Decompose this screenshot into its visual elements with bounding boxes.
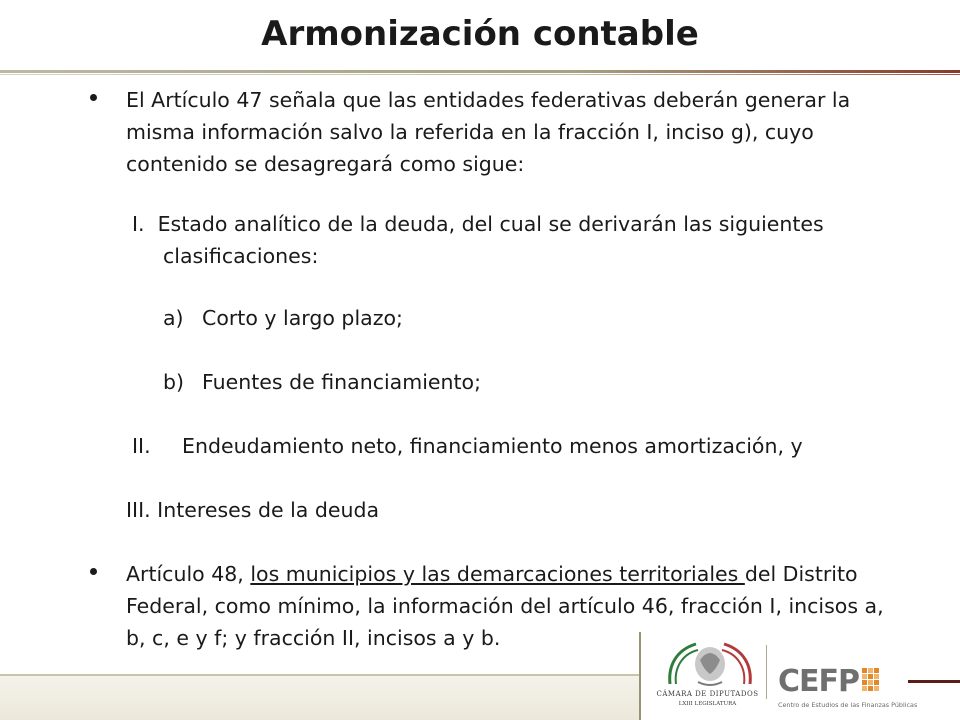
cefp-logo-text: CEFP (778, 664, 859, 699)
footer-rule (0, 674, 640, 676)
bullet2-prefix: Artículo 48, (126, 562, 251, 586)
sub-b-marker: b) (163, 370, 185, 394)
cefp-full-name: Centro de Estudios de las Finanzas Públicas (778, 701, 918, 709)
cefp-grid-icon (862, 668, 880, 696)
item2-text: Endeudamiento neto, financiamiento menos amortización, y (182, 434, 803, 458)
item3-text: III. Intereses de la deuda (126, 498, 380, 522)
item1-line2: clasificaciones: (163, 244, 319, 268)
title-rule-shadow (0, 74, 960, 75)
footer-band (0, 675, 640, 720)
bullet2-line3: b, c, e y f; y fracción II, incisos a y b. (126, 626, 501, 650)
bullet2-line2: Federal, como mínimo, la información del artículo 46, fracción I, incisos a, (126, 594, 884, 618)
bullet1-line2: misma información salvo la referida en la fracción I, inciso g), cuyo (126, 120, 814, 144)
bullet1-line1: El Artículo 47 señala que las entidades federativas deberán generar la (126, 88, 851, 112)
footer-accent-rule (908, 680, 960, 683)
title-rule (0, 70, 960, 73)
logo-separator (766, 645, 767, 699)
bullet2-underlined: los municipios y las demarcaciones territoriales (250, 562, 745, 586)
bullet1-line3: contenido se desagregará como sigue: (126, 152, 525, 176)
item1-line1: I. Estado analítico de la deuda, del cual se derivarán las siguientes (132, 212, 824, 236)
camara-label: CÁMARA DE DIPUTADOS (656, 690, 759, 698)
sub-a-text: Corto y largo plazo; (202, 306, 403, 330)
slide-title: Armonización contable (261, 14, 699, 54)
legislatura-label: LXIII LEGISLATURA (678, 701, 737, 707)
camara-eagle-logo-icon (660, 636, 760, 692)
footer-divider (639, 632, 641, 720)
sub-b-text: Fuentes de financiamiento; (202, 370, 482, 394)
bullet2-suffix: del Distrito (744, 562, 858, 586)
bullet-dot (90, 94, 97, 101)
sub-a-marker: a) (163, 306, 184, 330)
bullet2-line1 (126, 558, 858, 591)
item2-marker: II. (132, 434, 151, 458)
bullet-dot (90, 568, 97, 575)
